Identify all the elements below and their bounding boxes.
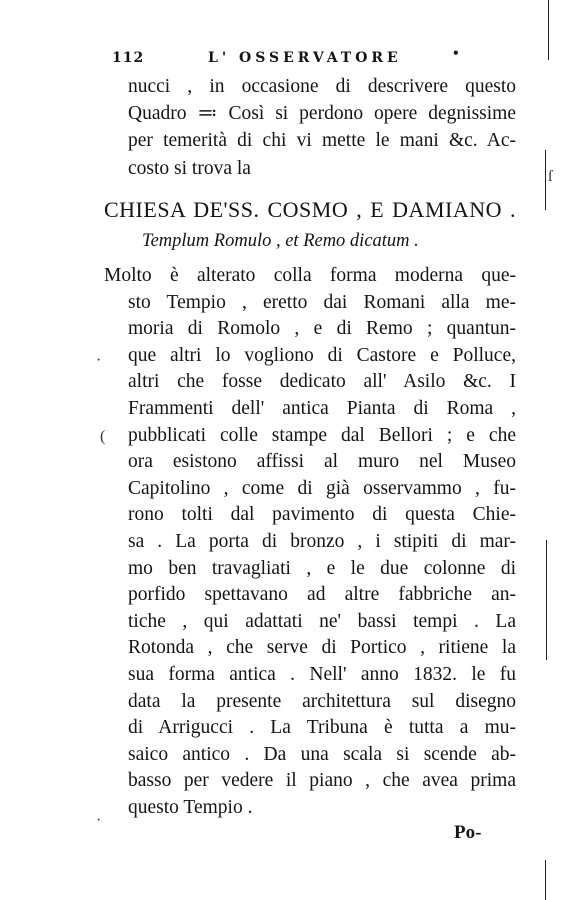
running-header	[112, 46, 512, 72]
body-line: saico antico . Da una scala si scende ab-	[128, 744, 516, 765]
body-line: tiche , qui adattati ne' bassi tempi . La	[128, 611, 516, 632]
body-line: di Arrigucci . La Tribuna è tutta a mu-	[128, 717, 516, 738]
body-line: altri che fosse dedicato all' Asilo &c. I	[128, 371, 516, 392]
intro-line: per temerità di chi vi mette le mani &c. Ac-	[128, 130, 516, 151]
body-line: Rotonda , che serve di Portico , ritiene la	[128, 637, 516, 658]
body-line: moria di Romolo , e di Remo ; quantun-	[128, 318, 516, 339]
body-line: Frammenti dell' antica Pianta di Roma ,	[128, 398, 516, 419]
intro-line: nucci , in occasione di descrivere questo	[128, 76, 516, 97]
catchword: Po-	[454, 822, 482, 843]
section-title: CHIESA DE'SS. COSMO , E DAMIANO .	[104, 197, 516, 222]
body-line: que altri lo vogliono di Castore e Polluce,	[128, 345, 516, 366]
body-line: Molto è alterato colla forma moderna que-	[104, 265, 516, 286]
margin-mark: ·	[96, 352, 102, 369]
page-edge-line	[546, 540, 547, 660]
body-line: sto Tempio , eretto dai Romani alla me-	[128, 292, 516, 313]
margin-mark: ·	[96, 812, 102, 829]
page-edge-line	[545, 150, 546, 210]
section-subtitle: Templum Romulo , et Remo dicatum .	[142, 231, 419, 251]
body-line: questo Tempio .	[128, 797, 253, 818]
body-line: Capitolino , come di già osservammo , fu-	[128, 478, 516, 499]
body-line: basso per vedere il piano , che avea prima	[128, 770, 516, 791]
intro-line: costo si trova la	[128, 158, 251, 179]
body-line: sua forma antica . Nell' anno 1832. le fu	[128, 664, 516, 685]
body-line: pubblicati colle stampe dal Bellori ; e che	[128, 425, 516, 446]
body-line: mo ben travagliati , e le due colonne di	[128, 558, 516, 579]
running-title: L' OSSERVATORE	[208, 50, 402, 66]
intro-line: Quadro ≕ Così si perdono opere degnissime	[128, 103, 516, 124]
page-edge-line	[548, 0, 549, 60]
body-line: rono tolti dal pavimento di questa Chie-	[128, 504, 516, 525]
margin-mark: (	[100, 428, 106, 445]
body-line: data la presente architettura sul disegno	[128, 691, 516, 712]
body-line: sa . La porta di bronzo , i stipiti di mar-	[128, 531, 516, 552]
margin-mark: ſ	[548, 168, 553, 185]
header-ornament: •	[452, 46, 463, 60]
page-number: 112	[112, 50, 145, 66]
page-edge-line	[545, 860, 546, 900]
body-line: ora esistono affissi al muro nel Museo	[128, 451, 516, 472]
body-line: porfido spettavano ad altre fabbriche an-	[128, 584, 516, 605]
